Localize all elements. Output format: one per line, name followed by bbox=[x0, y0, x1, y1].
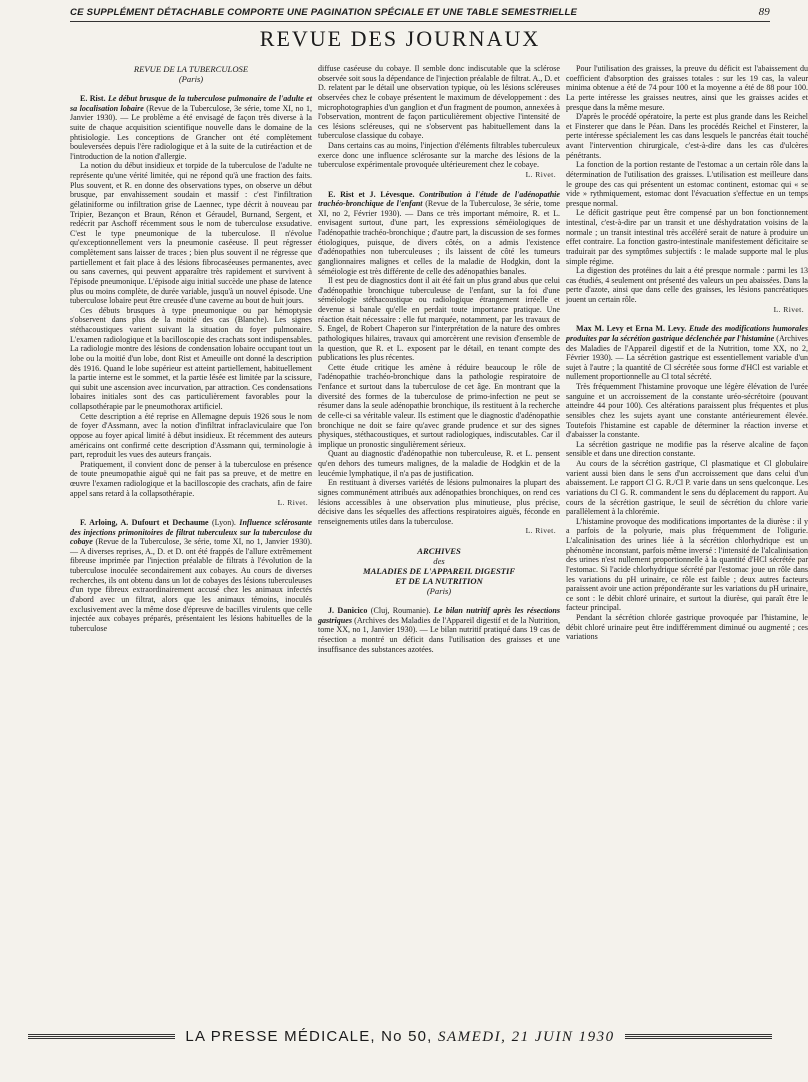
article-paragraph: D'après le procédé opératoire, la perte est plus grande dans les Reichel et Finsterer que dans le Péan. Dans les procédés Reichel et Finsterer, la perte intéresse spécialement les cas dans lesquels le pancréas était touché avant l'intervention chirurgicale, c'est-à-dire dans les cas d'ulcères pénétrants. bbox=[566, 112, 808, 160]
footer-rule-right bbox=[625, 1034, 772, 1040]
signature: L. Rivet. bbox=[525, 526, 556, 536]
footer-text bbox=[185, 1028, 614, 1046]
article-paragraph: La notion du début insidieux et torpide de la tuberculose de l'adulte ne représente qu'une vérité limitée, qui ne répond qu'à une fraction des faits. Plus souvent, et R. en donne des observations types, on observe un début brusque, par envahissement soudain et massif : c'est l'infiltration gélatiniforme ou infiltration grise de Laennec, type décrit à nouveau par Tripier, Bezançon et Braun, Rénon et Géraudel, Burnand, Sergent, et redécrit par Aschoff récemment sous le nom de tuberculose exsudative. C'est le type pneumonique de la tuberculose. Il n'évolue qu'exceptionnellement vers la pneumonie caséeuse. Il peut régresser complètement sans laisser de traces ; bien plus souvent il ne régresse que partiellement et fait place à des lésions fibrocaséeuses permanentes, avec ou sans cavernes, qui peuvent apparaître très rapidement et survivent à l'épisode pneumonique. L'épisode aigu initial succède une phase de latence plus ou moins complète, de durée variable, jusqu'à un nouvel épisode. Une tuberculose lobaire peut être creusée d'une caverne au bout de huit jours. bbox=[70, 161, 312, 306]
article-title: Le début brusque de la tuberculose pulmonaire de l'adulte et sa localisation lobaire bbox=[70, 94, 312, 113]
article-author: J. Danicico bbox=[328, 606, 368, 615]
page-footer bbox=[28, 1028, 772, 1046]
article-paragraph: Cette étude critique les amène à réduire beaucoup le rôle de l'adénopathie trachéo-bronchique dans la pathologie respiratoire de l'enfance et surtout dans la tuberculose de cet âge. En montrant que la diversité des formes de la tuberculose de primo-infection ne peut se résumer dans la seule adénopathie bronchique, ils restituent à la recherche de celle-ci sa véritable valeur. Ils estiment que le diagnostic d'adénopathie bronchique ne doit se faire qu'avec grande prudence et sur des signes physiques, stéthacoustiques, et surtout radiologiques, indiscutables. Car il implique un pronostic singulièrement sérieux. bbox=[318, 362, 560, 449]
article-title: Contribution à l'étude de l'adénopathie trachéo-bronchique de l'enfant bbox=[318, 189, 560, 209]
article-title: Etude des modifications humorales produites par la sécrétion gastrique déclenchée par l'histamine bbox=[566, 324, 808, 343]
article-text: (Revue de la Tuberculose, 3e série, tome XI, no 2, Février 1930). — Dans ce très important mémoire, R. et L. envisagent surtout, d'une part, les expressions séméiologiques de l'adénopathie trachéo-bronchique ; d'autre part, la discussion de ses formes étiologiques, puisque, de divers côtés, on a admis l'existence d'adénopathies non tuberculeuses ; ils laissent de côté les tumeurs ganglionnaires malignes et celles de la maladie de Hodgkin, dont la séméiologie est très différente de celle des adénopathies banales. bbox=[318, 199, 560, 276]
article-paragraph bbox=[70, 518, 312, 634]
section-title: MALADIES DE L'APPAREIL DIGESTIF bbox=[362, 566, 516, 576]
footer-rule-left bbox=[28, 1034, 175, 1040]
column-2 bbox=[318, 64, 560, 1039]
article-title: Influence sclérosante des injections primonitoires de filtrat tuberculeux sur la tuberculose du cobaye bbox=[70, 517, 312, 547]
article-author: Max M. Levy et Erna M. Levy. bbox=[576, 324, 687, 334]
article-paragraph: Pendant la sécrétion chlorée gastrique provoquée par l'histamine, le débit chloré urinaire peut être indifféremment diminué ou augmenté ; ces variations bbox=[566, 613, 808, 642]
section-title: ET DE LA NUTRITION bbox=[395, 576, 483, 586]
page-number: 89 bbox=[758, 6, 770, 18]
article-text: (Revue de la Tuberculose, 3e série, tome XI, no 1, Janvier 1930). — A diverses reprises, A., D. et D. ont été frappés de l'allure extrêmement fibreuse imprimée par l'injection préalable de filtrats à l'évolution de la tuberculose inoculée secondairement aux cobayes. Au cours de diverses recherches, ils ont obtenu dans un lot de cobayes des lésions tuberculeuses d'un type fibreux extraordinairement accusé chez les animaux infectés d'abord avec un filtrat, alors que les animaux témoins, inoculés exclusivement avec la même dose d'épreuve de bacilles virulents que celle injectée aux cobayes préparés, présentaient les lésions habituelles de la tuberculose bbox=[70, 537, 312, 633]
article-paragraph: La sécrétion gastrique ne modifie pas la réserve alcaline de façon sensible et dans une direction constante. bbox=[566, 439, 808, 459]
article-author: F. Arloing, A. Dufourt et Dechaume bbox=[80, 517, 209, 527]
article-paragraph: Il est peu de diagnostics dont il ait été fait un plus grand abus que celui d'adénopathie bronchique tuberculeuse de l'enfant, sur la foi d'une séméiologie stéthacoustique ou radiologique étrangement irréelle et devenue si banale qu'elle en perdait toute importance pratique. Une réaction était nécessaire : elle fut marquée, notamment, par les travaux de S. Engel, de Robert Chaperon sur l'interprétation de la nature des ombres pathologiques hilaires, travaux qui amorcèrent une revision d'ensemble de la question, que R. et L. exposent par le détail, en tenant compte des publications les plus récentes. bbox=[318, 276, 560, 363]
article-paragraph: La fonction de la portion restante de l'estomac a un certain rôle dans la détermination de l'utilisation des graisses. L'utilisation est meilleure dans le groupe des cas qui présentent un estomac continent, estomac qui « se vide » rythmiquement, estomac dont l'évacuation s'effectue en un temps presque normal. bbox=[566, 160, 808, 208]
article-paragraph: Pour l'utilisation des graisses, la preuve du déficit est l'abaissement du coefficient d'absorption des graisses totales : sur les 19 cas, la valeur minima obtenue a été de 74 pour 100 et la moyenne a été de 88 pour 100. La perte intéresse les graisses neutres, ainsi que les graisses acides et presque dans la même mesure. bbox=[566, 64, 808, 112]
article-paragraph: Très fréquemment l'histamine provoque une légère élévation de l'urée sanguine et un accroissement de la constante uréo-sécrétoire (pouvant atteindre 44 pour 100). Ces altérations paraissent plus fréquentes et plus sensibles chez les sujets ayant une constante antérieurement élevée. Toutefois l'histamine est capable de déterminer la réaction inverse et d'abaisser la constante. bbox=[566, 382, 808, 440]
article-text: (Archives des Maladies de l'Appareil digestif et de la Nutrition, tome XX, no 1, Janvier 1930). — Le bilan nutritif pratiqué dans 19 cas de résection a montré un déficit dans l'utilisation des graisses et une insuffisance des substances azotées. bbox=[318, 615, 560, 654]
signature: L. Rivet. bbox=[773, 304, 804, 314]
article-text: (Archives des Maladies de l'Appareil digestif et de la Nutrition, tome XX, no 2, Février 1930). — La sécrétion gastrique est essentiellement variable d'un sujet à l'autre ; la quantité de Cl sécrétée sous forme d'HCl est variable et nullement proportionnelle au Cl total sécrété. bbox=[566, 333, 808, 382]
article-paragraph: L'histamine provoque des modifications importantes de la diurèse : il y a parfois de la polyurie, mais plus fréquemment de l'oligurie. L'alcalinisation des urines liée à la sécrétion chlorhydrique est un phénomène inconstant, parfois même inversé : l'intensité de l'alcalinisation des urines n'est nullement proportionnelle à la quantité d'HCl sécrétée par l'estomac. Si l'acide chlorhydrique sécrété par l'estomac joue un rôle dans les variations du pH urinaire, ce rôle est faible ; deux autres facteurs paraissent avoir une action prépondérante sur les variations du pH urinaire, ce sont : le débit chloré urinaire, et surtout la diurèse, qui paraît être le facteur principal. bbox=[566, 516, 808, 613]
banner-text: CE SUPPLÉMENT DÉTACHABLE COMPORTE UNE PAGINATION SPÉCIALE ET UNE TABLE SEMESTRIELLE bbox=[70, 6, 578, 18]
section-subtitle: (Paris) bbox=[178, 74, 204, 84]
article-paragraph: En restituant à diverses variétés de lésions pulmonaires la plupart des signes communément attribués aux adénopathies bronchiques, on rend ces lésions accessibles à une observation plus minutieuse, plus précise, décisive dans les séquelles des affections respiratoires aiguës, féconde en renseignements utiles dans la tuberculose. bbox=[318, 478, 560, 526]
section-title: ARCHIVES bbox=[417, 546, 461, 556]
article-paragraph: Le déficit gastrique peut être compensé par un bon fonctionnement intestinal, c'est-à-dire par un transit et une déshydratation voisins de la normale ; un transit intestinal très accéléré serait de nature à produire un effet contraire. La fonction gastro-intestinale manifestement déficitaire se traduirait par des symptômes subjectifs : le malade supporte mal le plus simple régime. bbox=[566, 208, 808, 266]
article-location: (Cluj, Roumanie). bbox=[367, 606, 431, 615]
signature: L. Rivet. bbox=[525, 169, 556, 179]
article-author: E. Rist. bbox=[80, 94, 106, 103]
article-paragraph: Quant au diagnostic d'adénopathie non tuberculeuse, R. et L. pensent qu'en dehors des tumeurs malignes, de la maladie de Hodgkin et de la leucémie lymphatique, il n'a pas de justification. bbox=[318, 449, 560, 478]
article-text: (Revue de la Tuberculose, 3e série, tome XI, no 1, Janvier 1930). — Le problème a été envisagé de façon très diverse à la suite de chaque acquisition scientifique nouvelle dans le domaine de la phtisiologie. Les conceptions de Grancher ont été complètement bouleversées depuis l'ère radiologique et à la suite de la cutiréaction et de l'introduction de la notion d'allergie. bbox=[70, 103, 312, 161]
article-paragraph bbox=[318, 190, 560, 277]
article-paragraph: Cette description a été reprise en Allemagne depuis 1926 sous le nom de foyer d'Assmann, avec la notion d'infiltrat infraclaviculaire que l'on oppose au foyer apical limité à début insidieux. Et récemment des auteurs américains ont confirmé cette description d'Assmann qui, terminologie à part, reproduit les vues des auteurs français. bbox=[70, 411, 312, 460]
top-banner bbox=[70, 3, 770, 22]
section-title-connector: des bbox=[433, 556, 445, 566]
article-paragraph: Ces débuts brusques à type pneumonique ou par hémoptysie s'observent dans plus de la moitié des cas (Blanche). Les signes stéthacoustiques varient suivant la situation du foyer pulmonaire. L'examen radiologique et la bacilloscopie des crachats sont indispensables. La radiologie montre des lésions de condensation lobaire occupant tout un lobe ou la moitié d'un lobe, dont Rist et Ameuille ont donné la description dès 1916. Quand le lobe supérieur est atteint partiellement, habituellement la partie interne est le sommet, et la partie lésée est limitée par la scissure, qui subit une ascension avec incurvation, par attraction. Ces condensations lobaires initiales sont des cas particulièrement favorables pour la collapsothérapie par le pneumothorax artificiel. bbox=[70, 305, 312, 411]
article-paragraph bbox=[318, 606, 560, 654]
article-title: Le bilan nutritif après les résections gastriques bbox=[318, 606, 561, 625]
article-location: (Lyon). bbox=[208, 517, 236, 527]
article-paragraph bbox=[70, 94, 312, 161]
article-paragraph: Au cours de la sécrétion gastrique, Cl plasmatique et Cl globulaire varient aussi bien dans le sens d'un accroissement que dans celui d'un abaissement. Le rapport Cl G. R./Cl P. varie dans un sens quelconque. Les variations du Cl G. R. commandent le sens du déplacement du rapport. Au cours de la sécrétion gastrique, le seuil de sécrétion du chlore varie parallèlement à la chlorémie. bbox=[566, 459, 808, 517]
text-columns bbox=[28, 64, 808, 1039]
article-paragraph: diffuse caséeuse du cobaye. Il semble donc indiscutable que la sclérose observée soit sous la dépendance de l'injection préalable de filtrat. A., D. et D. relatent par le détail une observation typique, où les lésions scléreuses observées chez le cobaye présentent le maximum de développement : des microphotographies d'un ganglion et d'un fragment de poumon, annexées à l'observation, montrent de façon particulièrement objective l'intensité de ces lésions scléreuses, qui ne s'observent pas habituellement dans la tuberculose classique du cobaye. bbox=[318, 64, 560, 141]
journal-section-title: REVUE DES JOURNAUX bbox=[259, 26, 541, 51]
section-title: REVUE DE LA TUBERCULOSE bbox=[133, 64, 249, 74]
article-paragraph: Pratiquement, il convient donc de penser à la tuberculose en présence de toute pneumopathie aiguë qui ne fait pas sa preuve, et de mettre en œuvre l'examen radiologique et la bacilloscopie des crachats, afin de faire appel sans retard à la collapsothérapie. bbox=[70, 459, 312, 498]
signature: L. Rivet. bbox=[277, 498, 308, 508]
column-3 bbox=[566, 64, 808, 1039]
article-paragraph bbox=[566, 324, 808, 382]
footer-date: SAMEDI, 21 JUIN 1930 bbox=[437, 1029, 615, 1045]
column-1 bbox=[70, 64, 312, 1039]
article-paragraph: Dans certains cas au moins, l'injection d'éléments filtrables tuberculeux exerce donc une influence sclérosante sur la marche des lésions de la tuberculose expérimentale provoquée ultérieurement chez le cobaye. bbox=[318, 141, 560, 170]
article-author: E. Rist et J. Lévesque. bbox=[328, 189, 415, 199]
footer-journal: LA PRESSE MÉDICALE, No 50, bbox=[185, 1028, 433, 1045]
article-paragraph: La digestion des protéines du lait a été presque normale : parmi les 13 cas étudiés, 4 seulement ont présenté des valeurs un peu abaissées. Dans la perte d'azote, ainsi que dans celle des graisses, les lésions pancréatiques jouent un certain rôle. bbox=[566, 266, 808, 304]
section-subtitle: (Paris) bbox=[426, 586, 452, 596]
